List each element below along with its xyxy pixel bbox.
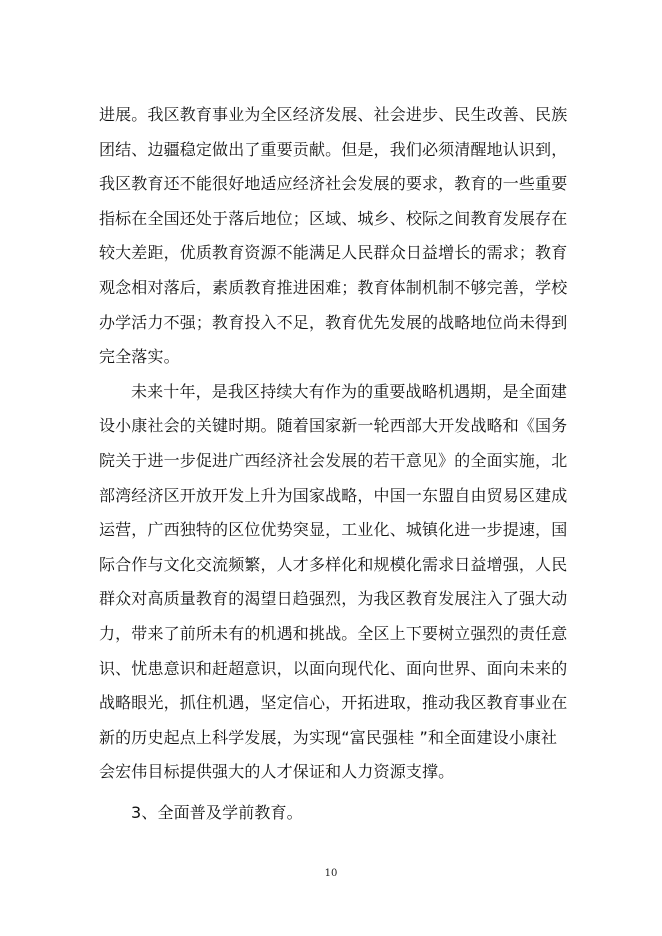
- text-line: 办学活力不强；教育投入不足，教育优先发展的战略地位尚未得到: [99, 312, 568, 332]
- text-line: 观念相对落后，素质教育推进困难；教育体制机制不够完善，学校: [99, 277, 568, 297]
- text-line: 际合作与文化交流频繁，人才多样化和规模化需求日益增强，人民: [99, 554, 568, 574]
- page-number: 10: [324, 868, 338, 879]
- text-line: 完全落实。: [99, 347, 180, 367]
- page-body: [99, 98, 568, 830]
- text-line: 新的历史起点上科学发展，为实现“富民强桂 ”和全面建设小康社: [99, 727, 558, 747]
- text-line: 进展。我区教育事业为全区经济发展、社会进步、民生改善、民族: [99, 105, 568, 124]
- text-line: 团结、边疆稳定做出了重要贡献。但是，我们必须清醒地认识到，: [99, 139, 568, 159]
- paragraph-first-line: 未来十年，是我区持续大有作为的重要战略机遇期，是全面建: [131, 381, 568, 401]
- text-line: 较大差距，优质教育资源不能满足人民群众日益增长的需求；教育: [99, 243, 568, 263]
- text-line: 会宏伟目标提供强大的人才保证和人力资源支撑。: [99, 762, 455, 782]
- text-line: 我区教育还不能很好地适应经济社会发展的要求，教育的一些重要: [99, 174, 568, 194]
- text-line: 院关于进一步促进广西经济社会发展的若干意见》的全面实施，北: [99, 450, 568, 470]
- text-line: 运营，广西独特的区位优势突显，工业化、城镇化进一步提速，国: [99, 520, 568, 540]
- text-line: 部湾经济区开放开发上升为国家战略，中国一东盟自由贸易区建成: [99, 485, 568, 505]
- text-line: 力，带来了前所未有的机遇和挑战。全区上下要树立强烈的责任意: [99, 623, 568, 643]
- section-heading: 3、全面普及学前教育。: [131, 802, 303, 822]
- text-line: 战略眼光，抓住机遇，坚定信心，开拓进取，推动我区教育事业在: [99, 693, 568, 713]
- text-line: 设小康社会的关键时期。随着国家新一轮西部大开发战略和《国务: [99, 416, 568, 436]
- text-line: 识、忧患意识和赶超意识，以面向现代化、面向世界、面向未来的: [99, 658, 568, 678]
- text-line: 指标在全国还处于落后地位；区域、城乡、校际之间教育发展存在: [99, 208, 568, 228]
- text-line: 群众对高质量教育的渴望日趋强烈，为我区教育发展注入了强大动: [99, 589, 568, 609]
